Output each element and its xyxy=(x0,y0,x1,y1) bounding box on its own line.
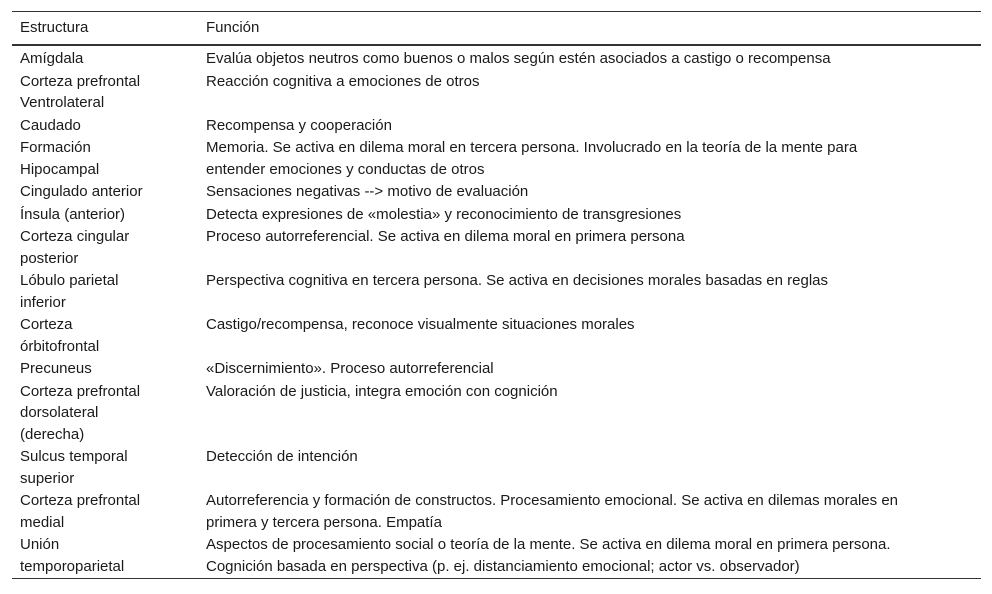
function-cell xyxy=(198,204,981,227)
brain-structures-table-container xyxy=(12,11,981,579)
structure-cell-line: Caudado xyxy=(20,116,81,134)
structure-cell xyxy=(12,181,198,204)
structure-cell-line: medial xyxy=(20,513,65,531)
structure-cell-line: Precuneus xyxy=(20,360,92,377)
structure-cell xyxy=(12,534,198,579)
structure-cell-line: Formación xyxy=(20,139,91,156)
structure-cell xyxy=(12,115,198,138)
structure-cell xyxy=(12,314,198,358)
function-cell xyxy=(198,71,981,115)
structure-cell xyxy=(12,226,198,270)
structure-cell-line: Corteza cingular xyxy=(20,228,130,245)
structure-cell-line: Corteza xyxy=(20,316,73,333)
structure-cell-line: inferior xyxy=(20,293,66,311)
table-row xyxy=(12,115,981,138)
structure-cell-line: Cingulado anterior xyxy=(20,183,143,200)
structure-cell-line: órbitofrontal xyxy=(20,337,100,355)
table-row xyxy=(12,181,981,204)
function-cell-line: Proceso autorreferencial. Se activa en dilema moral en primera persona xyxy=(206,228,685,245)
structure-cell xyxy=(12,45,198,71)
column-header-function: Función xyxy=(206,19,260,37)
column-header-structure: Estructura xyxy=(20,19,89,37)
structure-cell-line: Amígdala xyxy=(20,50,84,67)
table-row xyxy=(12,534,981,579)
table-row xyxy=(12,71,981,115)
function-cell xyxy=(198,45,981,71)
function-cell-line: entender emociones y conductas de otros xyxy=(206,160,485,178)
function-cell-line: Sensaciones negativas --> motivo de evaluación xyxy=(206,183,529,200)
function-cell-line: Castigo/recompensa, reconoce visualmente situaciones morales xyxy=(206,316,635,333)
structure-cell-line: Corteza prefrontal xyxy=(20,492,141,509)
table-row xyxy=(12,490,981,534)
table-row xyxy=(12,358,981,381)
structure-cell-line: Hipocampal xyxy=(20,160,100,178)
table-row xyxy=(12,446,981,490)
function-cell xyxy=(198,358,981,381)
function-cell-line: Autorreferencia y formación de constructos. Procesamiento emocional. Se activa en dilemas morales en xyxy=(206,492,898,509)
structure-cell xyxy=(12,490,198,534)
function-cell xyxy=(198,446,981,490)
function-cell-line: Cognición basada en perspectiva (p. ej. distanciamiento emocional; actor vs. observador) xyxy=(206,557,800,575)
structure-cell xyxy=(12,204,198,227)
table-row xyxy=(12,381,981,447)
structure-cell-line: Sulcus temporal xyxy=(20,448,128,465)
function-cell xyxy=(198,314,981,358)
function-cell-line: Evalúa objetos neutros como buenos o malos según estén asociados a castigo o recompensa xyxy=(206,50,831,67)
structure-cell xyxy=(12,446,198,490)
function-cell-line: «Discernimiento». Proceso autorreferencial xyxy=(206,360,494,377)
structure-cell-line: Ínsula (anterior) xyxy=(20,205,126,223)
function-cell-line: Aspectos de procesamiento social o teoría de la mente. Se activa en dilema moral en primera persona. xyxy=(206,536,891,553)
function-cell-line: Memoria. Se activa en dilema moral en tercera persona. Involucrado en la teoría de la mente para xyxy=(206,139,858,156)
structure-cell-line: Unión xyxy=(20,536,60,553)
structure-cell xyxy=(12,358,198,381)
structure-cell-line: posterior xyxy=(20,249,79,267)
structure-cell xyxy=(12,137,198,181)
table-row xyxy=(12,137,981,181)
table-row xyxy=(12,204,981,227)
structure-cell-line: (derecha) xyxy=(20,425,85,443)
structure-cell-line: Lóbulo parietal xyxy=(20,272,119,289)
table-body xyxy=(12,45,981,579)
structure-cell-line: Corteza prefrontal xyxy=(20,382,141,400)
function-cell xyxy=(198,490,981,534)
function-cell-line: Perspectiva cognitiva en tercera persona. Se activa en decisiones morales basadas en reglas xyxy=(206,272,829,289)
brain-structures-table xyxy=(12,11,981,579)
table-row xyxy=(12,45,981,71)
structure-cell xyxy=(12,270,198,314)
function-cell xyxy=(198,181,981,204)
function-cell xyxy=(198,115,981,138)
function-cell xyxy=(198,226,981,270)
structure-cell xyxy=(12,71,198,115)
function-cell-line: Detección de intención xyxy=(206,448,358,465)
table-row xyxy=(12,270,981,314)
table-header-row xyxy=(12,12,981,46)
structure-cell-line: Ventrolateral xyxy=(20,94,105,111)
table-row xyxy=(12,226,981,270)
function-cell-line: Recompensa y cooperación xyxy=(206,116,392,134)
structure-cell-line: superior xyxy=(20,469,75,487)
function-cell-line: Reacción cognitiva a emociones de otros xyxy=(206,72,480,90)
function-cell xyxy=(198,270,981,314)
table-row xyxy=(12,314,981,358)
function-cell-line: primera y tercera persona. Empatía xyxy=(206,513,442,531)
structure-cell-line: Corteza prefrontal xyxy=(20,72,141,90)
function-cell xyxy=(198,381,981,447)
function-cell xyxy=(198,137,981,181)
structure-cell-line: temporoparietal xyxy=(20,557,125,575)
function-cell xyxy=(198,534,981,579)
structure-cell-line: dorsolateral xyxy=(20,404,99,421)
structure-cell xyxy=(12,381,198,447)
function-cell-line: Valoración de justicia, integra emoción con cognición xyxy=(206,382,558,400)
function-cell-line: Detecta expresiones de «molestia» y reconocimiento de transgresiones xyxy=(206,205,682,223)
